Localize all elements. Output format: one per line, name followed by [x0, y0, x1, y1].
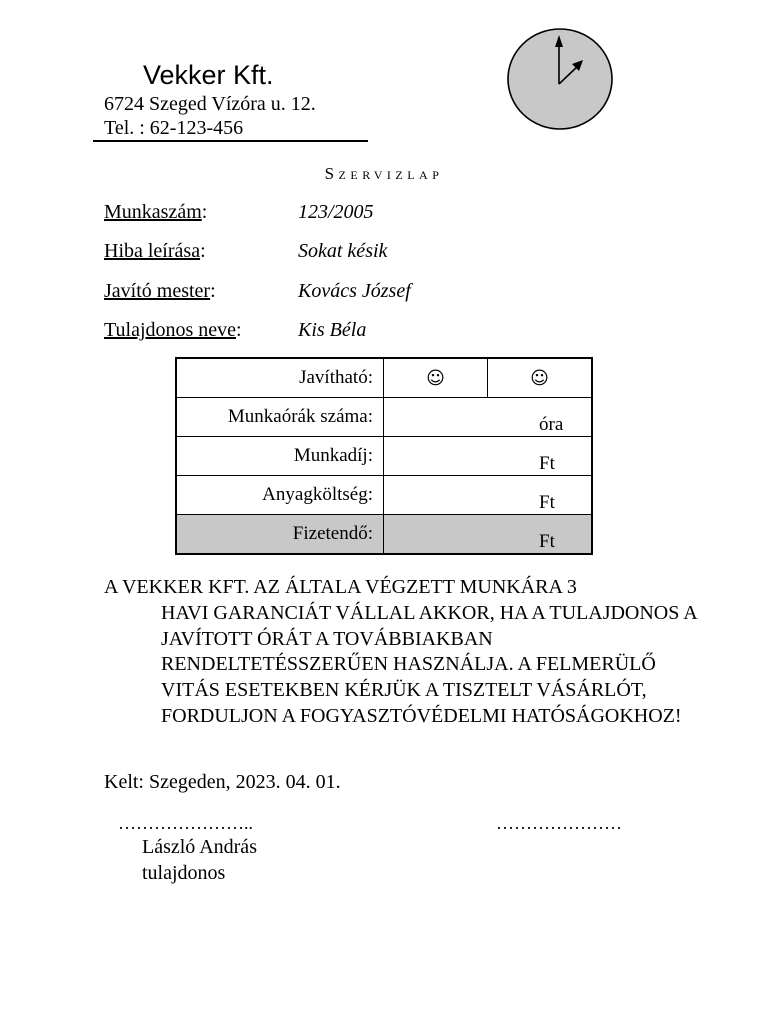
row-label-munkadij: Munkadíj: — [176, 437, 384, 476]
guarantee-text — [104, 575, 704, 730]
row-label-javithato: Javítható: — [176, 358, 384, 398]
row-label-fizetendo: Fizetendő: — [176, 515, 384, 555]
row-unit-ora: óra — [384, 398, 593, 437]
guarantee-rest: HAVI GARANCIÁT VÁLLAL AKKOR, HA A TULAJDONOS A JAVÍTOTT ÓRÁT A TOVÁBBIAKBAN RENDELTETÉSSZERŰEN HASZNÁLJA. A FELMERÜLŐ VITÁS ESETEKBEN KÉRJÜK A TISZTELT VÁSÁRLÓT, FORDULJON A FOGYASZTÓVÉDELMI HATÓSÁGOKHOZ! — [161, 601, 697, 727]
clock-icon — [506, 27, 614, 131]
signer-name: László András — [142, 836, 257, 858]
company-phone: Tel. : 62-123-456 — [104, 117, 244, 139]
table-row — [176, 358, 592, 398]
row-label-munkaorak: Munkaórák száma: — [176, 398, 384, 437]
field-value-hiba: Sokat késik — [298, 240, 388, 262]
signer-role: tulajdonos — [142, 862, 226, 884]
guarantee-first-line: A VEKKER KFT. AZ ÁLTALA VÉGZETT MUNKÁRA 3 — [104, 576, 577, 598]
row-unit-ft: Ft — [384, 476, 593, 515]
company-name: Vekker Kft. — [143, 60, 274, 90]
field-label-hiba: Hiba leírása: — [104, 240, 206, 262]
row-label-anyagkoltseg: Anyagköltség: — [176, 476, 384, 515]
date-line: Kelt: Szegeden, 2023. 04. 01. — [104, 771, 341, 793]
signature-line-left: ………………….. — [118, 813, 253, 833]
row-unit-ft: Ft — [384, 515, 593, 555]
table-row — [176, 398, 592, 437]
document-title: Szervizlap — [324, 164, 444, 183]
smile-icon-right: ☺ — [488, 358, 593, 398]
field-label-mester: Javító mester: — [104, 280, 216, 302]
service-table — [175, 357, 593, 555]
table-row — [176, 476, 592, 515]
header-divider — [93, 140, 368, 142]
field-value-mester: Kovács József — [298, 280, 411, 302]
field-value-munkaszam: 123/2005 — [298, 201, 374, 223]
field-value-tulajdonos: Kis Béla — [298, 319, 367, 341]
table-row — [176, 437, 592, 476]
field-label-tulajdonos: Tulajdonos neve: — [104, 319, 242, 341]
smile-icon-left: ☺ — [384, 358, 488, 398]
field-label-munkaszam: Munkaszám: — [104, 201, 208, 223]
company-address: 6724 Szeged Vízóra u. 12. — [104, 93, 316, 115]
signature-line-right: ………………… — [496, 813, 622, 833]
table-row-total — [176, 515, 592, 555]
row-unit-ft: Ft — [384, 437, 593, 476]
